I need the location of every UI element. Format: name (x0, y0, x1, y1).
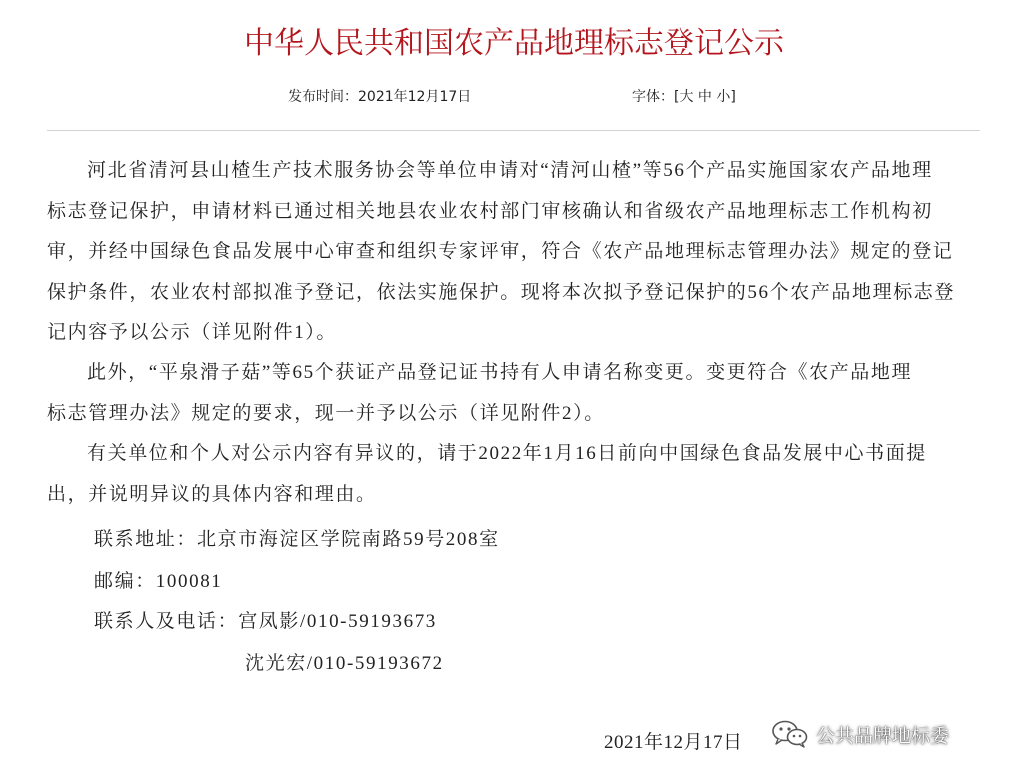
font-size-close-bracket: ] (730, 89, 736, 105)
contact-address: 联系地址：北京市海淀区学院南路59号208室 (94, 529, 500, 550)
paragraph-1 (47, 151, 1007, 354)
font-size-medium-link[interactable]: 中 (697, 89, 712, 105)
paragraph-line: 河北省清河县山楂生产技术服务协会等单位申请对“清河山楂”等56个产品实施国家农产品地理 (87, 160, 933, 181)
header-divider (47, 130, 980, 131)
paragraph-line: 标志管理办法》规定的要求，现一并予以公示（详见附件2）。 (47, 402, 605, 424)
wechat-icon (770, 719, 810, 749)
font-size-open-bracket: [ (674, 89, 680, 105)
paragraph-line: 有关单位和个人对公示内容有异议的，请于2022年1月16日前向中国绿色食品发展中心书面提 (87, 443, 927, 464)
contact-person-1: 联系人及电话：宫凤影/010-59193673 (94, 611, 437, 632)
paragraph-line: 记内容予以公示（详见附件1）。 (47, 322, 338, 343)
contact-person-2: 沈光宏/010-59193672 (245, 653, 444, 674)
font-size-label: 字体： (632, 89, 674, 105)
paragraph-line: 标志登记保护，申请材料已通过相关地县农业农村部门审核确认和省级农产品地理标志工作机构初 (47, 200, 933, 222)
paragraph-line: 此外，“平泉滑子菇”等65个获证产品登记证书持有人申请名称变更。变更符合《农产品地理 (87, 362, 913, 383)
font-size-small-link[interactable]: 小 (716, 89, 731, 105)
watermark (770, 716, 949, 752)
paragraph-line: 出，并说明异议的具体内容和理由。 (47, 483, 377, 505)
watermark-text: 公共品牌地标委 (816, 724, 950, 747)
page-title: 中华人民共和国农产品地理标志登记公示 (244, 26, 784, 61)
font-size-large-link[interactable]: 大 (679, 89, 694, 105)
paragraph-3 (47, 434, 1007, 515)
contact-postcode: 邮编：100081 (94, 571, 223, 592)
paragraph-2 (47, 353, 1007, 434)
paragraph-line: 保护条件，农业农村部拟准予登记，依法实施保护。现将本次拟予登记保护的56个农产品地理标志登 (47, 281, 956, 303)
sign-date: 2021年12月17日 (604, 732, 743, 753)
publish-time: 发布时间：2021年12月17日 (288, 89, 472, 105)
paragraph-line: 审，并经中国绿色食品发展中心审查和组织专家评审，符合《农产品地理标志管理办法》规定的登记 (47, 241, 954, 262)
font-size-controls (632, 86, 736, 106)
